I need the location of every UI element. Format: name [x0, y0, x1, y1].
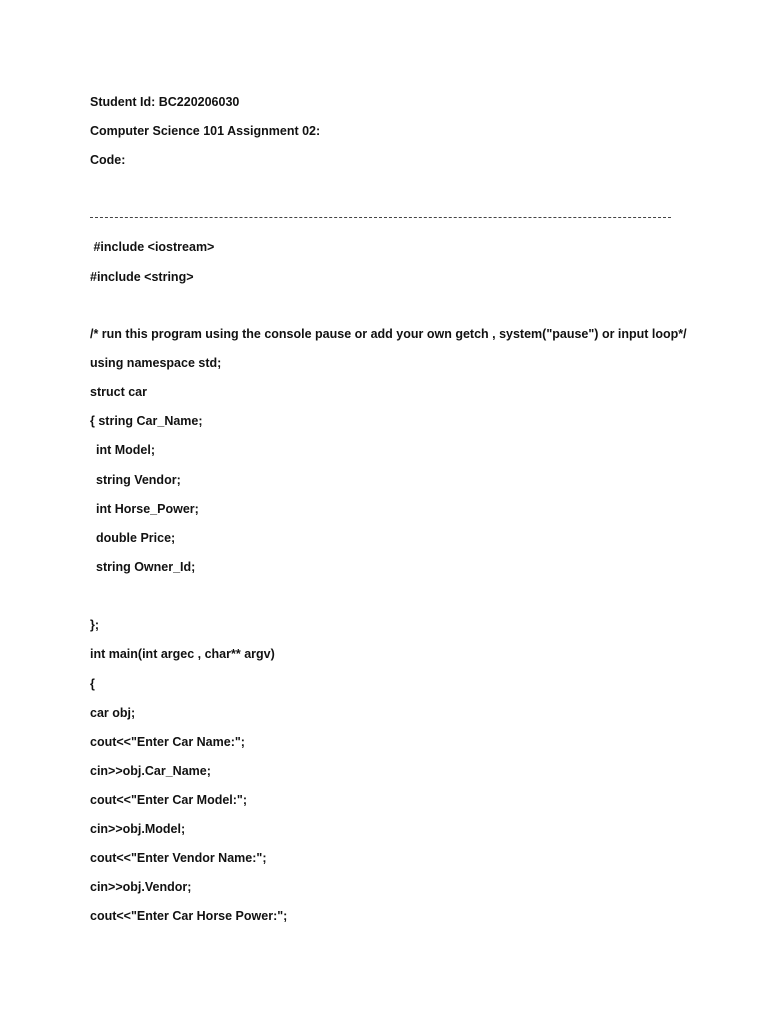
code-line-field-model: int Model; [96, 443, 156, 457]
student-id: Student Id: BC220206030 [90, 95, 240, 109]
code-line-obj-decl: car obj; [90, 706, 136, 720]
code-line-field-car-name: { string Car_Name; [90, 414, 203, 428]
code-line-cout-horse-power: cout<<"Enter Car Horse Power:"; [90, 909, 288, 923]
code-line-using-namespace: using namespace std; [90, 356, 222, 370]
code-label: Code: [90, 153, 126, 167]
code-line-cin-car-name: cin>>obj.Car_Name; [90, 764, 211, 778]
code-line-struct-close: }; [90, 618, 100, 632]
code-line-field-horse-power: int Horse_Power; [96, 502, 199, 516]
code-line-cin-model: cin>>obj.Model; [90, 822, 186, 836]
section-divider [90, 217, 671, 218]
code-line-field-owner-id: string Owner_Id; [96, 560, 196, 574]
code-line-field-vendor: string Vendor; [96, 473, 181, 487]
code-line-include-iostream: #include <iostream> [90, 240, 215, 254]
code-line-include-string: #include <string> [90, 270, 194, 284]
code-line-cin-vendor: cin>>obj.Vendor; [90, 880, 192, 894]
code-line-struct-decl: struct car [90, 385, 147, 399]
code-line-cout-car-model: cout<<"Enter Car Model:"; [90, 793, 248, 807]
code-line-cout-car-name: cout<<"Enter Car Name:"; [90, 735, 245, 749]
assignment-title: Computer Science 101 Assignment 02: [90, 124, 321, 138]
code-line-main-open: { [90, 677, 95, 691]
code-line-comment: /* run this program using the console pause or add your own getch , system("pause") or input loop*/ [90, 327, 687, 341]
code-line-cout-vendor: cout<<"Enter Vendor Name:"; [90, 851, 267, 865]
code-line-field-price: double Price; [96, 531, 176, 545]
code-line-main-signature: int main(int argec , char** argv) [90, 647, 275, 661]
